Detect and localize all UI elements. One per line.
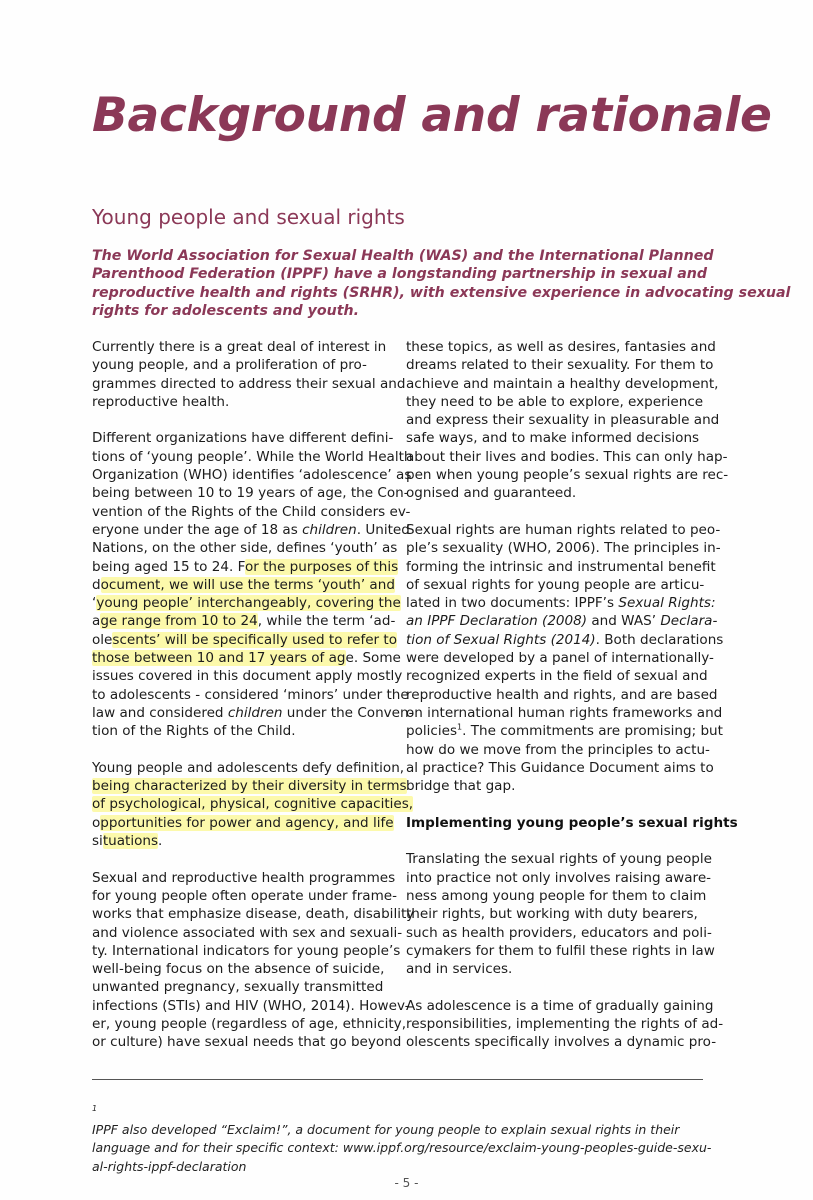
text-run: ‘: [92, 595, 97, 612]
text-line: [406, 594, 716, 612]
text-line: issues covered in this document apply mostly: [92, 668, 403, 685]
text-run: policies: [406, 723, 458, 740]
section-heading: Young people and sexual rights: [92, 205, 405, 229]
text-line: safe ways, and to make informed decisions: [406, 430, 700, 447]
page-title: Background and rationale: [92, 88, 772, 143]
highlighted-text: scents’ will be specifically used to refer to: [112, 631, 398, 648]
text-line: olescents specifically involves a dynamic pro-: [406, 1034, 717, 1051]
text-run: lated in two documents: IPPF’s: [406, 595, 619, 612]
text-run: under the Conven-: [282, 704, 414, 721]
text-line: [406, 612, 718, 630]
text-line: unwanted pregnancy, sexually transmitted: [92, 979, 384, 996]
footnote-line: al-rights-ippf-declaration: [92, 1158, 247, 1174]
text-line: [92, 814, 394, 832]
footnote-line: [92, 1103, 707, 1139]
text-run: . United: [356, 521, 410, 538]
footnote-line: language and for their specific context: www.ippf.org/resource/exclaim-young-peoples-guide-sexu-: [92, 1140, 712, 1156]
text-line: grammes directed to address their sexual and: [92, 375, 406, 392]
highlighted-text: being characterized by their diversity in terms: [92, 778, 407, 795]
text-line: reproductive health.: [92, 393, 230, 410]
highlighted-text: ocument, we will use the terms ‘youth’ and: [100, 576, 395, 593]
sub-heading: Implementing young people’s sexual rights: [406, 814, 738, 831]
text-line: of sexual rights for young people are articu-: [406, 576, 705, 593]
text-run: IPPF also developed “Exclaim!”, a document for young people to explain sexual rights in their: [92, 1122, 680, 1138]
text-line: how do we move from the principles to actu-: [406, 741, 710, 758]
text-line: er, young people (regardless of age, ethnicity,: [92, 1015, 407, 1032]
emphasis-text: Declara-: [660, 613, 718, 630]
paragraph-desires: [406, 338, 729, 503]
text-line: Currently there is a great deal of interest in: [92, 339, 387, 355]
text-line: Translating the sexual rights of young people: [406, 851, 712, 868]
text-line: these topics, as well as desires, fantasies and: [406, 339, 716, 355]
text-line: tions of ‘young people’. While the World Health: [92, 448, 413, 465]
lede-line: Parenthood Federation (IPPF) have a longstanding partnership in sexual and: [92, 266, 708, 283]
text-line: for young people often operate under frame-: [92, 887, 397, 904]
text-run: . Both declarations: [595, 631, 724, 648]
text-line: such as health providers, educators and poli-: [406, 924, 712, 941]
text-run: e. Some: [345, 650, 401, 667]
text-line: into practice not only involves raising aware-: [406, 869, 712, 886]
text-line: cymakers for them to fulfil these rights in law: [406, 942, 715, 959]
text-line: young people, and a proliferation of pro-: [92, 357, 367, 374]
paragraph-interest: [92, 338, 406, 411]
footnote-divider: [92, 1079, 703, 1080]
emphasis-text: an IPPF Declaration (2008): [406, 613, 588, 630]
text-run: d: [92, 576, 101, 593]
highlighted-text: those between 10 and 17 years of ag: [92, 650, 346, 667]
text-run: . The commitments are promising; but: [462, 723, 723, 740]
left-column: [92, 338, 415, 1070]
text-line: Sexual and reproductive health programmes: [92, 869, 396, 886]
text-line: infections (STIs) and HIV (WHO, 2014). Howev-: [92, 997, 410, 1014]
text-line: al practice? This Guidance Document aims to: [406, 759, 714, 776]
text-line: [92, 777, 407, 795]
text-line: Nations, on the other side, defines ‘youth’ as: [92, 540, 398, 557]
text-run: being aged 15 to 24. F: [92, 558, 245, 575]
text-line: and in services.: [406, 961, 513, 978]
text-line: vention of the Rights of the Child considers ev-: [92, 503, 411, 520]
text-line: [92, 612, 396, 630]
text-line: and violence associated with sex and sexuali-: [92, 924, 403, 941]
text-line: or culture) have sexual needs that go beyond: [92, 1034, 402, 1051]
text-run: .: [158, 833, 163, 850]
text-line: [92, 576, 395, 594]
text-line: their rights, but working with duty bearers,: [406, 906, 698, 923]
text-line: about their lives and bodies. This can only hap-: [406, 448, 728, 465]
text-line: ness among young people for them to claim: [406, 887, 707, 904]
text-line: [92, 558, 399, 576]
text-line: ty. International indicators for young people’s: [92, 942, 401, 959]
text-line: recognized experts in the field of sexual and: [406, 668, 708, 685]
text-run: and WAS’: [587, 613, 661, 630]
text-line: forming the intrinsic and instrumental benefit: [406, 558, 716, 575]
text-run: , while the term ‘ad-: [257, 613, 396, 630]
highlighted-text: young people’ interchangeably, covering the: [96, 595, 401, 612]
highlighted-text: or the purposes of this: [244, 558, 399, 575]
text-line: [92, 594, 401, 612]
text-line: ognised and guaranteed.: [406, 485, 577, 502]
footnote: [92, 1103, 712, 1176]
text-line: Young people and adolescents defy definition,: [92, 759, 405, 776]
text-line: being between 10 to 19 years of age, the Con-: [92, 485, 409, 502]
text-run: si: [92, 833, 103, 850]
text-line: tion of the Rights of the Child.: [92, 723, 296, 740]
paragraph-human-rights: [406, 521, 724, 795]
lede-paragraph: [92, 247, 791, 321]
text-line: well-being focus on the absence of suicide,: [92, 961, 385, 978]
text-line: As adolescence is a time of gradually gaining: [406, 997, 714, 1014]
text-line: [406, 631, 724, 649]
text-line: achieve and maintain a healthy development,: [406, 375, 719, 392]
highlighted-text: pportunities for power and agency, and life: [100, 814, 394, 831]
text-line: works that emphasize disease, death, disability: [92, 906, 415, 923]
text-line: ple’s sexuality (WHO, 2006). The principles in-: [406, 540, 721, 557]
text-line: [92, 704, 414, 722]
text-run: o: [92, 814, 101, 831]
emphasis-text: children: [302, 521, 357, 538]
right-column: [406, 338, 738, 1070]
highlighted-text: tuations: [102, 833, 159, 850]
text-line: to adolescents - considered ‘minors’ under the: [92, 686, 409, 703]
paragraph-diversity: [92, 759, 414, 850]
paragraph-translating: [406, 850, 715, 978]
text-line: [92, 832, 388, 850]
text-line: responsibilities, implementing the rights of ad-: [406, 1015, 724, 1032]
text-line: Organization (WHO) identifies ‘adolescence’ as: [92, 467, 412, 484]
text-line: were developed by a panel of internationally-: [406, 650, 714, 667]
footnote-marker: 1: [92, 1103, 98, 1113]
text-run: eryone under the age of 18 as: [92, 521, 303, 538]
text-line: [92, 631, 398, 649]
text-line: and express their sexuality in pleasurable and: [406, 412, 720, 429]
lede-line: The World Association for Sexual Health (WAS) and the International Planned: [92, 248, 714, 264]
text-line: on international human rights frameworks and: [406, 704, 723, 721]
paragraph-adolescence: [406, 997, 724, 1052]
text-run: law and considered: [92, 704, 228, 721]
paragraph-programmes: [92, 869, 415, 1052]
text-line: pen when young people’s sexual rights are rec-: [406, 467, 729, 484]
text-line: bridge that gap.: [406, 778, 516, 795]
footnote-reference: 1: [457, 722, 463, 732]
paragraph-definitions: [92, 429, 414, 740]
text-line: [92, 649, 401, 667]
highlighted-text: of psychological, physical, cognitive capacities,: [92, 796, 414, 813]
text-line: dreams related to their sexuality. For them to: [406, 357, 714, 374]
lede-line: rights for adolescents and youth.: [92, 303, 359, 320]
text-line: [92, 521, 410, 539]
text-run: ole: [92, 631, 113, 648]
text-run: a: [92, 613, 101, 630]
text-line: they need to be able to explore, experience: [406, 393, 704, 410]
emphasis-text: Sexual Rights:: [618, 595, 716, 612]
emphasis-text: tion of Sexual Rights (2014): [406, 631, 596, 648]
text-line: Different organizations have different defini-: [92, 430, 394, 447]
lede-line: reproductive health and rights (SRHR), with extensive experience in advocating sexual: [92, 284, 791, 301]
text-line: reproductive health and rights, and are based: [406, 686, 718, 703]
text-line: Sexual rights are human rights related to peo-: [406, 521, 721, 538]
text-line: [92, 795, 414, 813]
highlighted-text: ge range from 10 to 24: [100, 613, 258, 630]
page-number: - 5 -: [394, 1176, 419, 1190]
emphasis-text: children: [227, 704, 283, 721]
text-line: [406, 722, 723, 740]
